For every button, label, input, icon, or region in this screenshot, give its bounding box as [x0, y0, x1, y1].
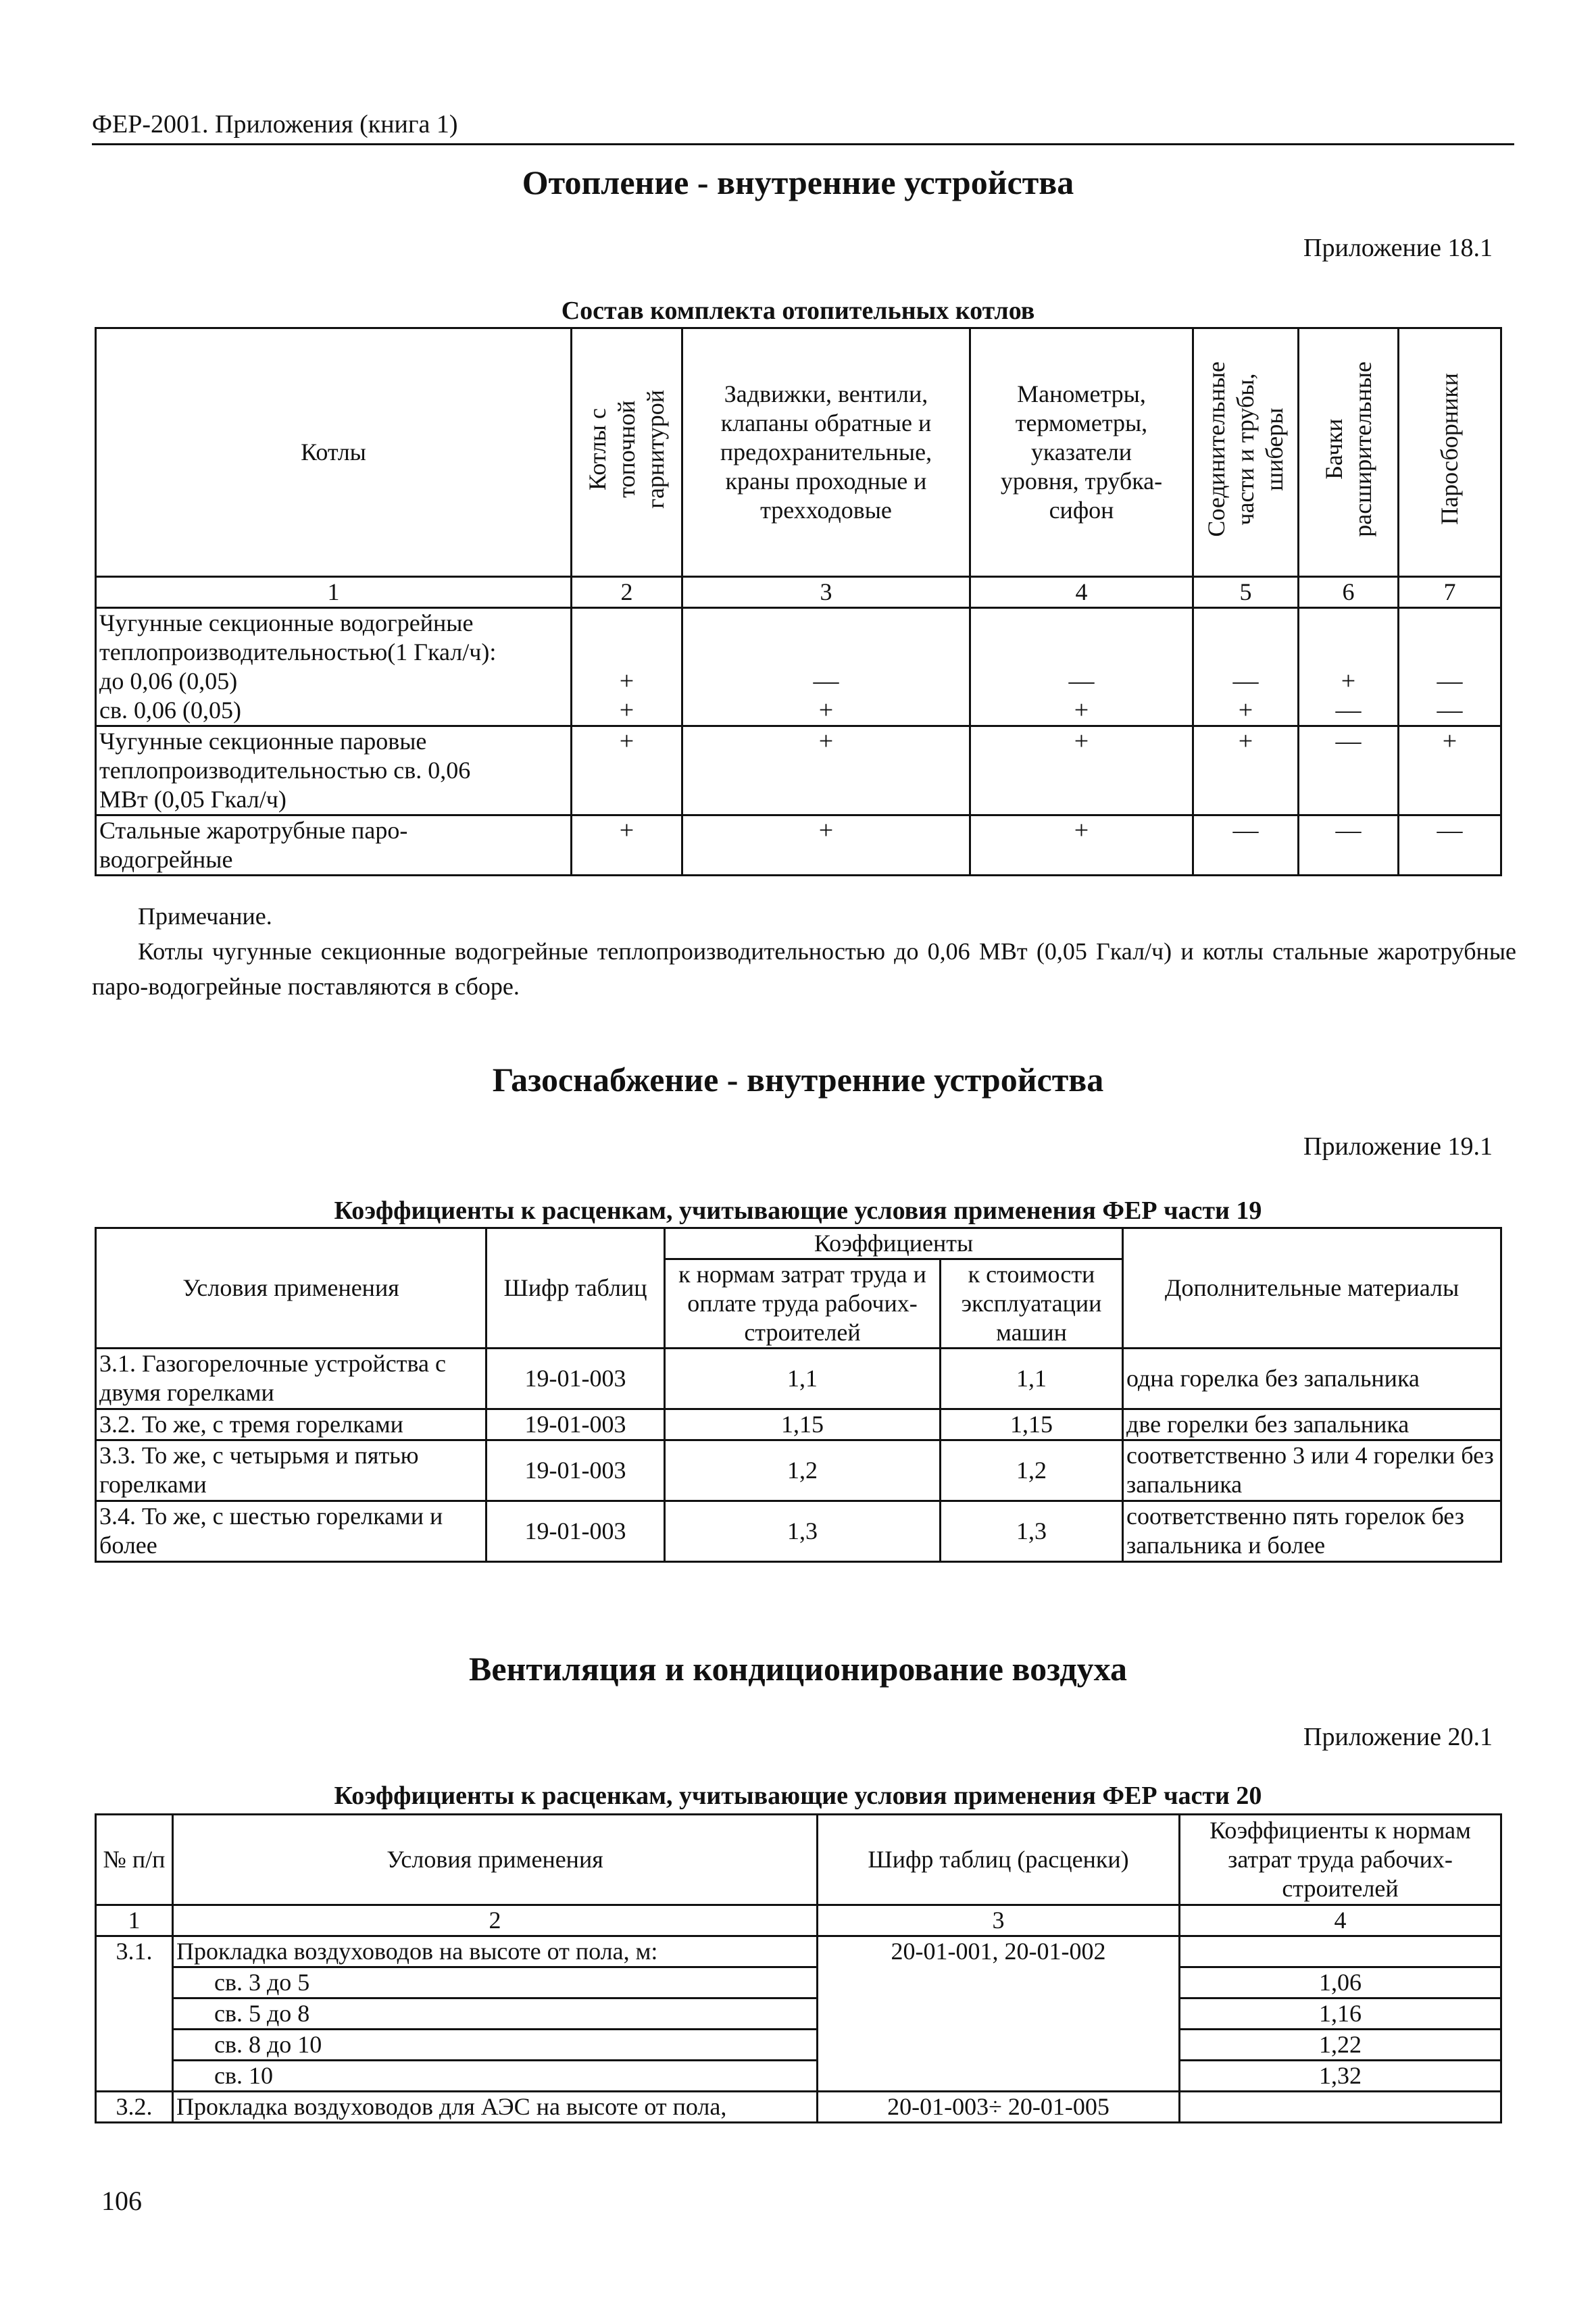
condition-cell: 3.1. Газогорелочные устройства с двумя горелками: [96, 1349, 487, 1409]
mark-cell: —: [1437, 667, 1463, 695]
mark-cell: +: [1442, 727, 1457, 755]
mark-cell: —: [1335, 696, 1362, 724]
column-number: 4: [970, 577, 1193, 608]
coef-cell: [1180, 2092, 1501, 2123]
table-row: [96, 2092, 1501, 2123]
condition-cell: св. 5 до 8: [173, 1998, 818, 2030]
materials-cell: одна горелка без запальника: [1123, 1349, 1501, 1409]
mark-cell: +: [1341, 667, 1356, 695]
mark-cell: +: [1074, 727, 1089, 755]
code-cell: 20-01-001, 20-01-002: [818, 1936, 1180, 2092]
labor-cell: 1,1: [665, 1349, 941, 1409]
mark-cell: +: [1238, 727, 1253, 755]
condition-cell: 3.3. То же, с четырьмя и пятью горелками: [96, 1440, 487, 1501]
mark-cell: —: [1335, 816, 1362, 845]
header-steam-collectors-text: Паросборники: [1436, 373, 1463, 525]
num-cell: 3.1.: [96, 1936, 173, 2092]
code-cell: 19-01-003: [487, 1440, 665, 1501]
code-cell: 19-01-003: [487, 1409, 665, 1440]
mark-cell: —: [813, 667, 839, 695]
header-conditions: Условия применения: [173, 1815, 818, 1905]
mark-cell: +: [818, 727, 834, 755]
note-text: Котлы чугунные секционные водогрейные теплопроизводительностью до 0,06 МВт (0,05 Гкал/ч) и котлы стальные жаротрубные паро-водогрейные поставляются в сборе.: [92, 938, 1516, 1000]
header-connecting-parts-text: Соединительные части и трубы, шиберы: [1203, 361, 1288, 537]
header-code: Шифр таблиц (расценки): [818, 1815, 1180, 1905]
header-coefficients: Коэффициенты: [665, 1228, 1123, 1259]
table-row: [96, 2061, 1501, 2092]
condition-cell: св. 10: [173, 2061, 818, 2092]
table-row: [96, 1936, 1501, 1967]
gas-section-title: Газоснабжение - внутренние устройства: [492, 1061, 1104, 1099]
header-connecting-parts: [1193, 328, 1299, 577]
num-cell: 3.2.: [96, 2092, 173, 2123]
gas-coefficients-table: [95, 1227, 1502, 1563]
table-row: [96, 2030, 1501, 2061]
boiler-kit-table: [95, 327, 1502, 876]
table-row: [96, 1998, 1501, 2030]
header-conditions: Условия применения: [96, 1228, 487, 1349]
mark-cell: —: [1437, 816, 1463, 845]
coef-cell: 1,32: [1180, 2061, 1501, 2092]
condition-cell: 3.2. То же, с тремя горелками: [96, 1409, 487, 1440]
ventilation-section-title: Вентиляция и кондиционирование воздуха: [469, 1650, 1127, 1688]
materials-cell: соответственно пять горелок без запальника и более: [1123, 1501, 1501, 1562]
coef-cell: 1,16: [1180, 1998, 1501, 2030]
condition-cell: св. 3 до 5: [173, 1967, 818, 1998]
ventilation-appendix-label: Приложение 20.1: [1303, 1723, 1493, 1751]
machines-cell: 1,2: [941, 1440, 1123, 1501]
column-number: 2: [572, 577, 682, 608]
header-expansion-tanks: [1299, 328, 1399, 577]
header-coefficients: Коэффициенты к нормам затрат труда рабочих-строителей: [1180, 1815, 1501, 1905]
machines-cell: 1,1: [941, 1349, 1123, 1409]
column-number: 7: [1399, 577, 1501, 608]
gas-table-title: Коэффициенты к расценкам, учитывающие условия применения ФЕР части 19: [334, 1197, 1262, 1225]
column-number: 1: [96, 1905, 173, 1936]
condition-cell: Прокладка воздуховодов на высоте от пола, м:: [173, 1936, 818, 1967]
column-number: 3: [818, 1905, 1180, 1936]
ventilation-table-title: Коэффициенты к расценкам, учитывающие условия применения ФЕР части 20: [334, 1782, 1262, 1810]
gas-appendix-label: Приложение 19.1: [1303, 1132, 1493, 1161]
mark-cell: +: [1074, 816, 1089, 845]
note-label: Примечание.: [138, 903, 272, 930]
header-materials: Дополнительные материалы: [1123, 1228, 1501, 1349]
coef-cell: [1180, 1936, 1501, 1967]
table-row: [96, 1440, 1501, 1501]
header-boilers-with-furnace: [572, 328, 682, 577]
heating-appendix-label: Приложение 18.1: [1303, 234, 1493, 262]
labor-cell: 1,2: [665, 1440, 941, 1501]
mark-cell: +: [619, 667, 634, 695]
labor-cell: 1,3: [665, 1501, 941, 1562]
labor-cell: 1,15: [665, 1409, 941, 1440]
header-labor: к нормам затрат труда и оплате труда рабочих-строителей: [665, 1259, 941, 1349]
materials-cell: две горелки без запальника: [1123, 1409, 1501, 1440]
column-number: 1: [96, 577, 572, 608]
row-name: св. 0,06 (0,05): [96, 696, 572, 726]
table-row: [96, 696, 1501, 726]
machines-cell: 1,15: [941, 1409, 1123, 1440]
column-number-row: [96, 577, 1501, 608]
code-cell: 19-01-003: [487, 1501, 665, 1562]
condition-cell: Прокладка воздуховодов для АЭС на высоте от пола,: [173, 2092, 818, 2123]
column-number: 6: [1299, 577, 1399, 608]
code-cell: 19-01-003: [487, 1349, 665, 1409]
running-header: [92, 108, 1514, 145]
mark-cell: +: [818, 696, 834, 724]
header-gauges: Манометры, термометры, указатели уровня, трубка- сифон: [970, 328, 1193, 577]
mark-cell: +: [619, 727, 634, 755]
condition-cell: 3.4. То же, с шестью горелками и более: [96, 1501, 487, 1562]
table-row: [96, 726, 1501, 815]
materials-cell: соответственно 3 или 4 горелки без запальника: [1123, 1440, 1501, 1501]
mark-cell: +: [619, 696, 634, 724]
mark-cell: —: [1232, 667, 1259, 695]
header-expansion-tanks-text: Бачки расширительные: [1320, 361, 1376, 537]
mark-cell: +: [1074, 696, 1089, 724]
code-cell: 20-01-003÷ 20-01-005: [818, 2092, 1180, 2123]
column-number: 4: [1180, 1905, 1501, 1936]
heating-note: [92, 899, 1516, 1004]
ventilation-coefficients-table: [95, 1813, 1502, 2123]
mark-cell: —: [1335, 727, 1362, 755]
table-row: [96, 1409, 1501, 1440]
header-boilers: Котлы: [96, 328, 572, 577]
header-valves: Задвижки, вентили, клапаны обратные и предохранительные, краны проходные и трехходовые: [682, 328, 970, 577]
row-name: Чугунные секционные паровые теплопроизводительностью св. 0,06 МВт (0,05 Гкал/ч): [96, 726, 572, 815]
mark-cell: +: [1238, 696, 1253, 724]
header-steam-collectors: [1399, 328, 1501, 577]
table-row: [96, 1349, 1501, 1409]
header-machines: к стоимости эксплуатации машин: [941, 1259, 1123, 1349]
header-code: Шифр таблиц: [487, 1228, 665, 1349]
table-row: [96, 1967, 1501, 1998]
coef-cell: 1,22: [1180, 2030, 1501, 2061]
machines-cell: 1,3: [941, 1501, 1123, 1562]
coef-cell: 1,06: [1180, 1967, 1501, 1998]
mark-cell: —: [1068, 667, 1095, 695]
header-num: № п/п: [96, 1815, 173, 1905]
table-row: [96, 815, 1501, 876]
heating-table-title: Состав комплекта отопительных котлов: [561, 297, 1035, 325]
page-number: 106: [101, 2186, 142, 2216]
mark-cell: +: [619, 816, 634, 845]
row-name: Чугунные секционные водогрейные теплопроизводительностью(1 Гкал/ч): до 0,06 (0,05): [96, 608, 572, 697]
mark-cell: —: [1437, 696, 1463, 724]
condition-cell: св. 8 до 10: [173, 2030, 818, 2061]
table-row: [96, 1501, 1501, 1562]
heating-section-title: Отопление - внутренние устройства: [522, 164, 1074, 201]
running-title: ФЕР-2001. Приложения (книга 1): [92, 110, 458, 139]
mark-cell: +: [818, 816, 834, 845]
column-number: 5: [1193, 577, 1299, 608]
mark-cell: —: [1232, 816, 1259, 845]
column-number: 3: [682, 577, 970, 608]
header-boilers-with-furnace-text: Котлы с топочной гарнитурой: [584, 389, 669, 509]
column-number: 2: [173, 1905, 818, 1936]
table-row: [96, 608, 1501, 697]
column-number-row: [96, 1905, 1501, 1936]
row-name: Стальные жаротрубные паро- водогрейные: [96, 815, 572, 876]
